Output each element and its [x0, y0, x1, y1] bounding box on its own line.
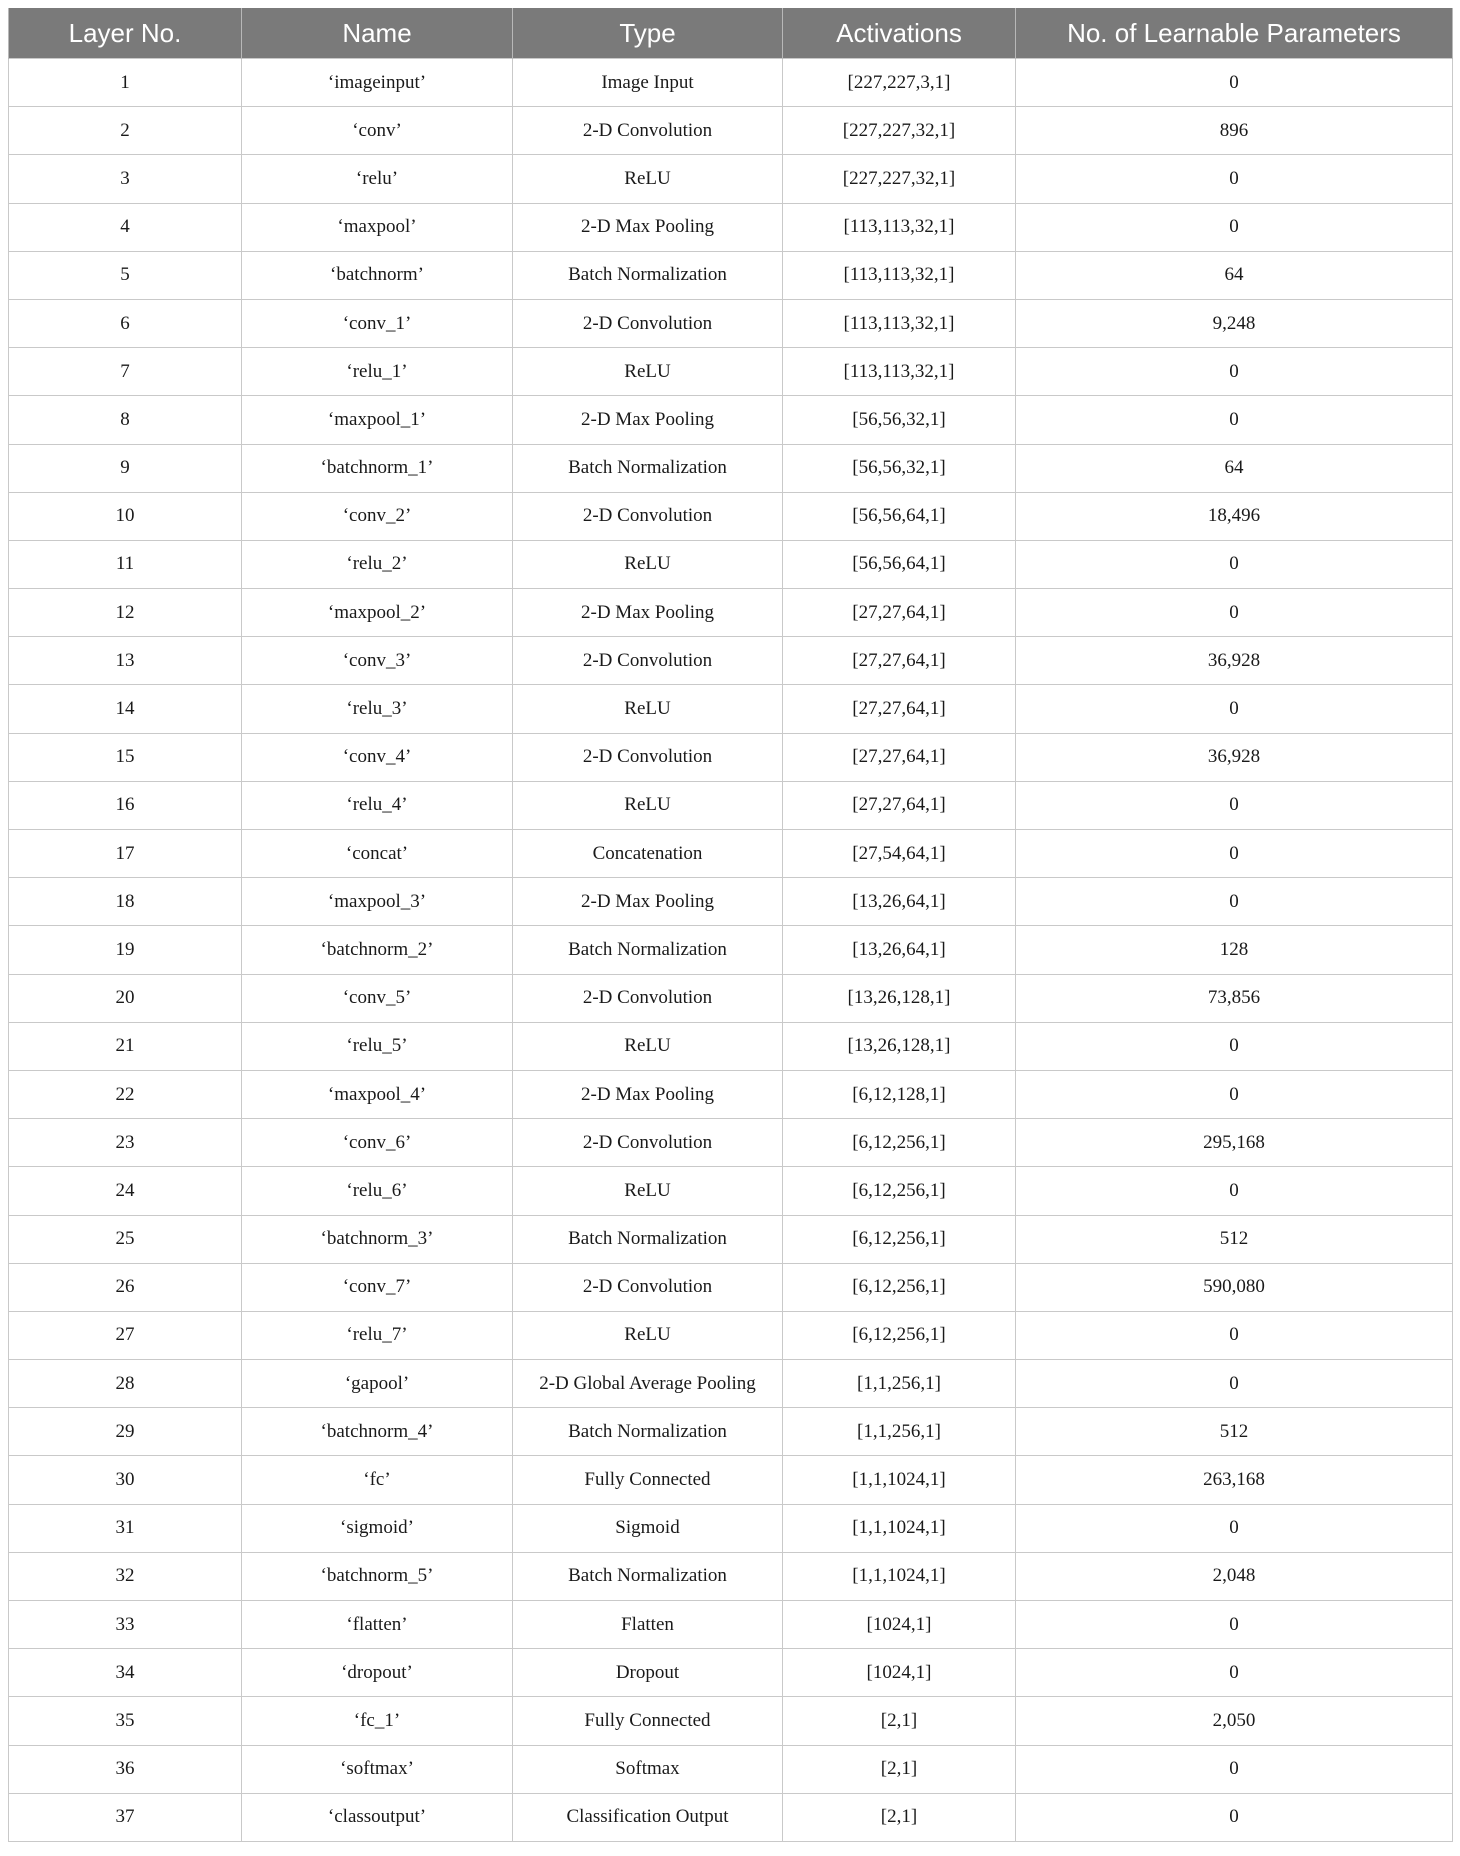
cell-layer-no: 21 — [9, 1022, 242, 1070]
cell-layer-no: 17 — [9, 830, 242, 878]
cell-parameters: 263,168 — [1016, 1456, 1453, 1504]
cell-type: 2-D Global Average Pooling — [513, 1360, 783, 1408]
cell-parameters: 9,248 — [1016, 299, 1453, 347]
cell-type: Fully Connected — [513, 1456, 783, 1504]
cell-parameters: 0 — [1016, 1601, 1453, 1649]
cell-type: 2-D Convolution — [513, 733, 783, 781]
cell-type: 2-D Convolution — [513, 492, 783, 540]
cell-name: ‘maxpool_4’ — [242, 1070, 513, 1118]
table-row — [9, 1311, 1453, 1359]
header-activations: Activations — [783, 8, 1016, 59]
table-row — [9, 396, 1453, 444]
table-row — [9, 1263, 1453, 1311]
cell-activations: [1,1,1024,1] — [783, 1456, 1016, 1504]
table-row — [9, 1215, 1453, 1263]
cell-activations: [1,1,1024,1] — [783, 1552, 1016, 1600]
cell-type: Sigmoid — [513, 1504, 783, 1552]
table-row — [9, 781, 1453, 829]
table-row — [9, 1022, 1453, 1070]
header-name: Name — [242, 8, 513, 59]
cell-layer-no: 30 — [9, 1456, 242, 1504]
table-row — [9, 299, 1453, 347]
cell-activations: [27,27,64,1] — [783, 637, 1016, 685]
cell-type: 2-D Max Pooling — [513, 878, 783, 926]
cell-parameters: 0 — [1016, 1070, 1453, 1118]
cell-activations: [27,54,64,1] — [783, 830, 1016, 878]
cell-activations: [113,113,32,1] — [783, 203, 1016, 251]
cell-parameters: 0 — [1016, 540, 1453, 588]
cell-parameters: 0 — [1016, 1649, 1453, 1697]
cell-name: ‘conv_7’ — [242, 1263, 513, 1311]
cell-name: ‘conv_4’ — [242, 733, 513, 781]
table-row — [9, 1745, 1453, 1793]
cell-parameters: 0 — [1016, 1360, 1453, 1408]
cell-parameters: 512 — [1016, 1215, 1453, 1263]
cell-parameters: 128 — [1016, 926, 1453, 974]
cell-name: ‘conv_5’ — [242, 974, 513, 1022]
cell-type: 2-D Convolution — [513, 974, 783, 1022]
cell-layer-no: 16 — [9, 781, 242, 829]
cell-activations: [1,1,256,1] — [783, 1408, 1016, 1456]
cell-type: 2-D Convolution — [513, 299, 783, 347]
cell-activations: [2,1] — [783, 1697, 1016, 1745]
cell-type: ReLU — [513, 1167, 783, 1215]
table-row — [9, 444, 1453, 492]
cell-type: Batch Normalization — [513, 1215, 783, 1263]
cell-parameters: 73,856 — [1016, 974, 1453, 1022]
cell-activations: [2,1] — [783, 1793, 1016, 1841]
cell-activations: [1024,1] — [783, 1649, 1016, 1697]
cell-layer-no: 14 — [9, 685, 242, 733]
cell-parameters: 896 — [1016, 107, 1453, 155]
cell-type: 2-D Convolution — [513, 1263, 783, 1311]
cell-activations: [113,113,32,1] — [783, 348, 1016, 396]
table-row — [9, 926, 1453, 974]
cell-name: ‘gapool’ — [242, 1360, 513, 1408]
cell-name: ‘fc_1’ — [242, 1697, 513, 1745]
cell-name: ‘softmax’ — [242, 1745, 513, 1793]
table-row — [9, 1552, 1453, 1600]
cell-type: Batch Normalization — [513, 444, 783, 492]
cell-layer-no: 4 — [9, 203, 242, 251]
table-row — [9, 878, 1453, 926]
cell-layer-no: 29 — [9, 1408, 242, 1456]
cell-type: Classification Output — [513, 1793, 783, 1841]
cell-type: Image Input — [513, 59, 783, 107]
cell-name: ‘conv_1’ — [242, 299, 513, 347]
cell-layer-no: 11 — [9, 540, 242, 588]
table-row — [9, 1360, 1453, 1408]
table-container — [8, 8, 1452, 1842]
table-row — [9, 1408, 1453, 1456]
cell-activations: [1,1,1024,1] — [783, 1504, 1016, 1552]
cell-layer-no: 9 — [9, 444, 242, 492]
cell-layer-no: 32 — [9, 1552, 242, 1600]
cell-name: ‘maxpool_2’ — [242, 589, 513, 637]
cell-parameters: 0 — [1016, 59, 1453, 107]
cell-type: Concatenation — [513, 830, 783, 878]
table-header — [9, 8, 1453, 59]
cell-type: ReLU — [513, 685, 783, 733]
cell-name: ‘batchnorm_1’ — [242, 444, 513, 492]
cell-type: ReLU — [513, 348, 783, 396]
cell-name: ‘conv’ — [242, 107, 513, 155]
table-row — [9, 974, 1453, 1022]
cell-type: Dropout — [513, 1649, 783, 1697]
cell-name: ‘classoutput’ — [242, 1793, 513, 1841]
cell-activations: [56,56,64,1] — [783, 492, 1016, 540]
cell-name: ‘conv_2’ — [242, 492, 513, 540]
cell-name: ‘relu_2’ — [242, 540, 513, 588]
cell-parameters: 512 — [1016, 1408, 1453, 1456]
cell-activations: [227,227,32,1] — [783, 155, 1016, 203]
cell-type: ReLU — [513, 540, 783, 588]
cell-activations: [13,26,128,1] — [783, 1022, 1016, 1070]
cell-layer-no: 19 — [9, 926, 242, 974]
cell-activations: [27,27,64,1] — [783, 685, 1016, 733]
cell-parameters: 295,168 — [1016, 1119, 1453, 1167]
cell-name: ‘flatten’ — [242, 1601, 513, 1649]
table-row — [9, 1070, 1453, 1118]
table-row — [9, 1504, 1453, 1552]
cell-parameters: 64 — [1016, 444, 1453, 492]
cell-type: Batch Normalization — [513, 1408, 783, 1456]
cell-type: Batch Normalization — [513, 251, 783, 299]
cell-activations: [2,1] — [783, 1745, 1016, 1793]
cell-name: ‘imageinput’ — [242, 59, 513, 107]
table-row — [9, 348, 1453, 396]
cell-layer-no: 2 — [9, 107, 242, 155]
table-row — [9, 251, 1453, 299]
cell-type: Batch Normalization — [513, 926, 783, 974]
cell-type: 2-D Convolution — [513, 1119, 783, 1167]
cell-activations: [6,12,128,1] — [783, 1070, 1016, 1118]
cell-activations: [56,56,64,1] — [783, 540, 1016, 588]
cell-layer-no: 3 — [9, 155, 242, 203]
cell-parameters: 0 — [1016, 589, 1453, 637]
table-row — [9, 830, 1453, 878]
table-row — [9, 59, 1453, 107]
cell-activations: [227,227,32,1] — [783, 107, 1016, 155]
cell-name: ‘relu_5’ — [242, 1022, 513, 1070]
cell-layer-no: 36 — [9, 1745, 242, 1793]
cell-parameters: 0 — [1016, 685, 1453, 733]
cell-parameters: 36,928 — [1016, 637, 1453, 685]
cell-name: ‘relu_4’ — [242, 781, 513, 829]
cell-name: ‘conv_3’ — [242, 637, 513, 685]
cell-type: 2-D Max Pooling — [513, 203, 783, 251]
cell-type: ReLU — [513, 1022, 783, 1070]
cell-layer-no: 33 — [9, 1601, 242, 1649]
cell-layer-no: 22 — [9, 1070, 242, 1118]
cell-layer-no: 25 — [9, 1215, 242, 1263]
table-row — [9, 1456, 1453, 1504]
cell-name: ‘maxpool_1’ — [242, 396, 513, 444]
table-row — [9, 733, 1453, 781]
cell-name: ‘relu_3’ — [242, 685, 513, 733]
cell-activations: [56,56,32,1] — [783, 396, 1016, 444]
table-row — [9, 1167, 1453, 1215]
cell-name: ‘batchnorm_5’ — [242, 1552, 513, 1600]
cell-name: ‘batchnorm_2’ — [242, 926, 513, 974]
header-type: Type — [513, 8, 783, 59]
cell-activations: [13,26,64,1] — [783, 926, 1016, 974]
cell-name: ‘dropout’ — [242, 1649, 513, 1697]
cell-layer-no: 8 — [9, 396, 242, 444]
cell-parameters: 0 — [1016, 1793, 1453, 1841]
cell-name: ‘sigmoid’ — [242, 1504, 513, 1552]
table-row — [9, 155, 1453, 203]
cell-parameters: 64 — [1016, 251, 1453, 299]
cell-type: Flatten — [513, 1601, 783, 1649]
cell-layer-no: 12 — [9, 589, 242, 637]
cell-parameters: 0 — [1016, 1745, 1453, 1793]
cell-parameters: 18,496 — [1016, 492, 1453, 540]
cell-name: ‘maxpool’ — [242, 203, 513, 251]
cell-parameters: 0 — [1016, 396, 1453, 444]
cell-name: ‘maxpool_3’ — [242, 878, 513, 926]
cell-activations: [56,56,32,1] — [783, 444, 1016, 492]
cell-parameters: 0 — [1016, 203, 1453, 251]
cell-layer-no: 37 — [9, 1793, 242, 1841]
cell-parameters: 2,048 — [1016, 1552, 1453, 1600]
cell-activations: [27,27,64,1] — [783, 589, 1016, 637]
cell-layer-no: 7 — [9, 348, 242, 396]
cell-parameters: 0 — [1016, 1504, 1453, 1552]
table-row — [9, 1649, 1453, 1697]
cell-layer-no: 10 — [9, 492, 242, 540]
table-row — [9, 685, 1453, 733]
table-row — [9, 589, 1453, 637]
table-row — [9, 540, 1453, 588]
cell-name: ‘relu_7’ — [242, 1311, 513, 1359]
cell-activations: [6,12,256,1] — [783, 1119, 1016, 1167]
cell-name: ‘batchnorm’ — [242, 251, 513, 299]
table-row — [9, 1119, 1453, 1167]
cell-activations: [227,227,3,1] — [783, 59, 1016, 107]
cell-layer-no: 1 — [9, 59, 242, 107]
layers-table — [8, 8, 1453, 1842]
cell-activations: [27,27,64,1] — [783, 781, 1016, 829]
cell-parameters: 0 — [1016, 1167, 1453, 1215]
cell-name: ‘conv_6’ — [242, 1119, 513, 1167]
cell-parameters: 0 — [1016, 1311, 1453, 1359]
cell-type: Batch Normalization — [513, 1552, 783, 1600]
table-row — [9, 637, 1453, 685]
cell-activations: [6,12,256,1] — [783, 1167, 1016, 1215]
cell-layer-no: 20 — [9, 974, 242, 1022]
cell-parameters: 0 — [1016, 781, 1453, 829]
cell-parameters: 36,928 — [1016, 733, 1453, 781]
cell-parameters: 2,050 — [1016, 1697, 1453, 1745]
cell-activations: [27,27,64,1] — [783, 733, 1016, 781]
header-learnable-parameters: No. of Learnable Parameters — [1016, 8, 1453, 59]
cell-type: 2-D Max Pooling — [513, 1070, 783, 1118]
cell-layer-no: 27 — [9, 1311, 242, 1359]
cell-type: 2-D Convolution — [513, 637, 783, 685]
table-row — [9, 492, 1453, 540]
cell-name: ‘relu_1’ — [242, 348, 513, 396]
cell-activations: [13,26,64,1] — [783, 878, 1016, 926]
cell-layer-no: 6 — [9, 299, 242, 347]
cell-layer-no: 5 — [9, 251, 242, 299]
cell-parameters: 0 — [1016, 830, 1453, 878]
cell-name: ‘batchnorm_3’ — [242, 1215, 513, 1263]
cell-layer-no: 18 — [9, 878, 242, 926]
cell-type: 2-D Max Pooling — [513, 396, 783, 444]
cell-name: ‘batchnorm_4’ — [242, 1408, 513, 1456]
cell-name: ‘relu_6’ — [242, 1167, 513, 1215]
table-row — [9, 203, 1453, 251]
header-layer-no: Layer No. — [9, 8, 242, 59]
cell-activations: [6,12,256,1] — [783, 1311, 1016, 1359]
cell-type: ReLU — [513, 781, 783, 829]
cell-activations: [6,12,256,1] — [783, 1263, 1016, 1311]
cell-layer-no: 23 — [9, 1119, 242, 1167]
cell-layer-no: 28 — [9, 1360, 242, 1408]
cell-layer-no: 13 — [9, 637, 242, 685]
table-row — [9, 1793, 1453, 1841]
cell-type: ReLU — [513, 155, 783, 203]
cell-parameters: 590,080 — [1016, 1263, 1453, 1311]
cell-type: ReLU — [513, 1311, 783, 1359]
cell-parameters: 0 — [1016, 1022, 1453, 1070]
cell-name: ‘concat’ — [242, 830, 513, 878]
cell-parameters: 0 — [1016, 155, 1453, 203]
table-row — [9, 1697, 1453, 1745]
cell-type: Softmax — [513, 1745, 783, 1793]
cell-type: 2-D Convolution — [513, 107, 783, 155]
cell-layer-no: 26 — [9, 1263, 242, 1311]
cell-activations: [1,1,256,1] — [783, 1360, 1016, 1408]
table-row — [9, 107, 1453, 155]
cell-activations: [113,113,32,1] — [783, 299, 1016, 347]
table-body — [9, 59, 1453, 1842]
cell-layer-no: 34 — [9, 1649, 242, 1697]
cell-layer-no: 35 — [9, 1697, 242, 1745]
header-row — [9, 8, 1453, 59]
table-row — [9, 1601, 1453, 1649]
cell-activations: [13,26,128,1] — [783, 974, 1016, 1022]
cell-parameters: 0 — [1016, 348, 1453, 396]
cell-activations: [6,12,256,1] — [783, 1215, 1016, 1263]
cell-type: 2-D Max Pooling — [513, 589, 783, 637]
cell-activations: [1024,1] — [783, 1601, 1016, 1649]
cell-layer-no: 24 — [9, 1167, 242, 1215]
cell-layer-no: 15 — [9, 733, 242, 781]
cell-name: ‘relu’ — [242, 155, 513, 203]
cell-name: ‘fc’ — [242, 1456, 513, 1504]
cell-layer-no: 31 — [9, 1504, 242, 1552]
cell-parameters: 0 — [1016, 878, 1453, 926]
cell-type: Fully Connected — [513, 1697, 783, 1745]
cell-activations: [113,113,32,1] — [783, 251, 1016, 299]
